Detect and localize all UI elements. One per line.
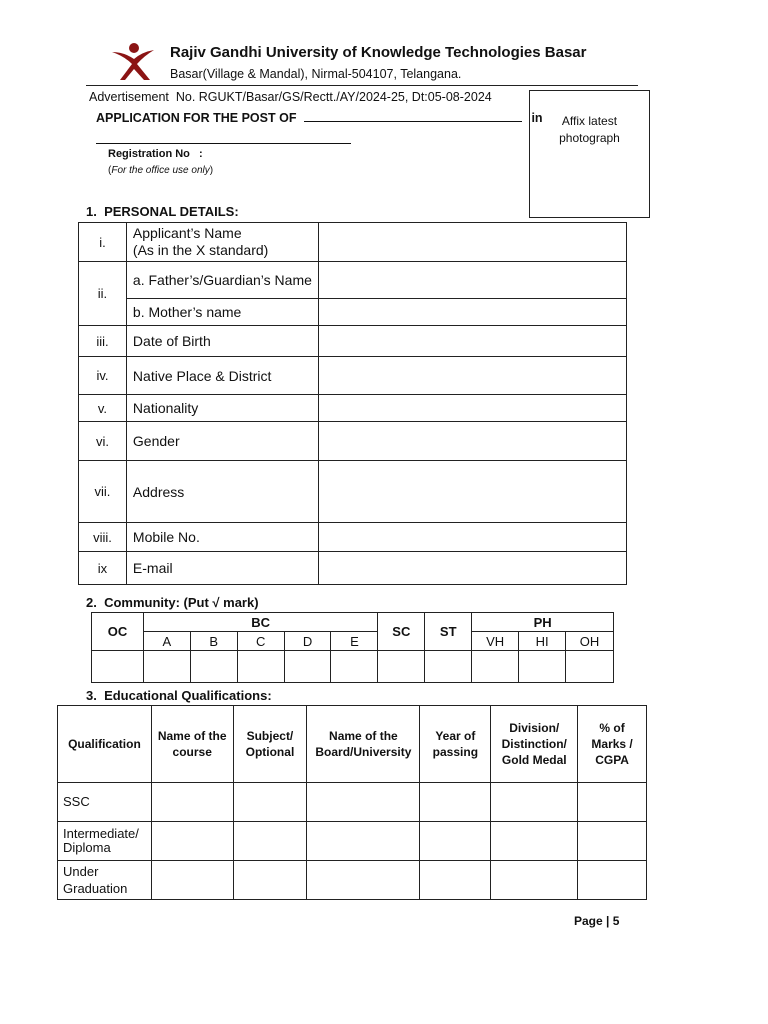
email-field[interactable] [318,552,626,585]
post-blank[interactable] [304,120,522,122]
subject-field[interactable] [233,822,307,861]
bc-e-checkbox[interactable] [331,651,378,683]
row-label: Address [126,461,318,523]
table-row [79,299,627,326]
bc-b-checkbox[interactable] [190,651,237,683]
page-number: Page | 5 [574,914,620,928]
header-rule [86,85,638,86]
row-label: Native Place & District [126,357,318,395]
table-row [58,822,647,861]
table-row [79,357,627,395]
board-field[interactable] [307,861,420,900]
office-use-note: (For the office use only) [108,165,214,176]
st-header: ST [425,613,472,651]
nationality-field[interactable] [318,395,626,422]
year-field[interactable] [420,861,491,900]
bc-a-checkbox[interactable] [143,651,190,683]
university-address: Basar(Village & Mandal), Nirmal-504107, Telangana. [170,67,462,81]
oc-checkbox[interactable] [92,651,144,683]
table-row [92,632,614,651]
table-row [92,613,614,632]
ph-header: PH [472,613,614,632]
row-number: ix [79,552,127,585]
board-field[interactable] [307,822,420,861]
applicant-name-field[interactable] [318,223,626,262]
community-table [91,612,614,683]
division-field[interactable] [491,861,578,900]
row-label: a. Father’s/Guardian’s Name [126,262,318,299]
row-label: Gender [126,422,318,461]
qualification-header: Qualification [58,706,152,783]
father-name-field[interactable] [318,262,626,299]
row-number: iv. [79,357,127,395]
ph-hi-header: HI [519,632,566,651]
board-header: Name of the Board/University [307,706,420,783]
division-field[interactable] [491,822,578,861]
native-place-field[interactable] [318,357,626,395]
row-label: b. Mother’s name [126,299,318,326]
course-field[interactable] [151,861,233,900]
personal-details-table [78,222,627,585]
education-table [57,705,647,900]
course-header: Name of the course [151,706,233,783]
table-row [79,395,627,422]
bc-c-header: C [237,632,284,651]
sc-header: SC [378,613,425,651]
bc-b-header: B [190,632,237,651]
personal-details-heading: 1. PERSONAL DETAILS: [86,204,239,219]
ph-oh-header: OH [566,632,614,651]
year-field[interactable] [420,783,491,822]
row-number: iii. [79,326,127,357]
qualification-label: Under Graduation [58,861,152,900]
marks-field[interactable] [578,861,647,900]
advertisement-number: Advertisement No. RGUKT/Basar/GS/Rectt./AY/2024-25, Dt:05-08-2024 [89,90,492,104]
table-row [79,461,627,523]
photo-box-text: Affix latest photograph [559,114,620,145]
subject-field[interactable] [233,861,307,900]
gender-field[interactable] [318,422,626,461]
community-heading: 2. Community: (Put √ mark) [86,595,259,610]
division-header: Division/ Distinction/ Gold Medal [491,706,578,783]
office-use-text: For the office use only [111,165,210,176]
table-row [79,326,627,357]
university-name: Rajiv Gandhi University of Knowledge Technologies Basar [170,44,587,61]
table-row [79,523,627,552]
bc-e-header: E [331,632,378,651]
address-field[interactable] [318,461,626,523]
ph-vh-checkbox[interactable] [472,651,519,683]
table-row [92,651,614,683]
st-checkbox[interactable] [425,651,472,683]
division-field[interactable] [491,783,578,822]
row-label: Applicant’s Name (As in the X standard) [126,223,318,262]
ph-oh-checkbox[interactable] [566,651,614,683]
row-number: viii. [79,523,127,552]
table-row [79,552,627,585]
bc-header: BC [143,613,377,632]
year-field[interactable] [420,822,491,861]
board-field[interactable] [307,783,420,822]
row-label: Mobile No. [126,523,318,552]
row-number: v. [79,395,127,422]
course-field[interactable] [151,783,233,822]
year-header: Year of passing [420,706,491,783]
row-number: vi. [79,422,127,461]
ph-vh-header: VH [472,632,519,651]
qualification-label: Intermediate/ Diploma [58,822,152,861]
subject-header: Subject/ Optional [233,706,307,783]
bc-d-checkbox[interactable] [284,651,331,683]
row-number: vii. [79,461,127,523]
marks-field[interactable] [578,783,647,822]
row-label: Date of Birth [126,326,318,357]
mobile-field[interactable] [318,523,626,552]
university-logo [110,42,156,82]
table-row [58,861,647,900]
mother-name-field[interactable] [318,299,626,326]
row-number: ii. [79,262,127,326]
course-field[interactable] [151,822,233,861]
bc-a-header: A [143,632,190,651]
post-prefix: APPLICATION FOR THE POST OF [96,111,297,125]
row-label: E-mail [126,552,318,585]
marks-header: % of Marks / CGPA [578,706,647,783]
education-heading: 3. Educational Qualifications: [86,688,272,703]
table-row [79,262,627,299]
marks-field[interactable] [578,822,647,861]
table-row [79,223,627,262]
row-label: Nationality [126,395,318,422]
photo-box[interactable] [529,90,650,218]
bc-c-checkbox[interactable] [237,651,284,683]
table-row [79,422,627,461]
oc-header: OC [92,613,144,651]
registration-label: Registration No : [108,148,203,160]
table-row [58,706,647,783]
ph-hi-checkbox[interactable] [519,651,566,683]
table-row [58,783,647,822]
post-continuation-blank[interactable] [96,143,351,144]
bc-d-header: D [284,632,331,651]
dob-field[interactable] [318,326,626,357]
row-number: i. [79,223,127,262]
subject-field[interactable] [233,783,307,822]
sc-checkbox[interactable] [378,651,425,683]
qualification-label: SSC [58,783,152,822]
post-in: in [531,111,543,125]
post-line [96,111,543,125]
